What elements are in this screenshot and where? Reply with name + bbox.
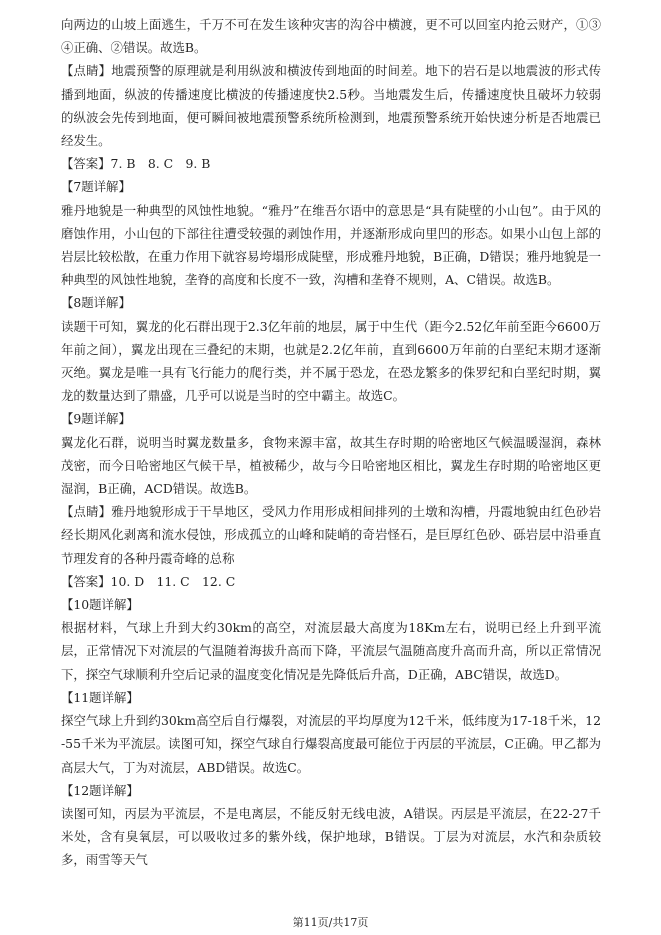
paragraph-6: 【8题详解】 bbox=[61, 295, 131, 311]
paragraph-4: 【7题详解】 bbox=[61, 179, 131, 195]
paragraph-8: 【9题详解】 bbox=[61, 411, 131, 427]
paragraph-7: 读题干可知，翼龙的化石群出现于2.3亿年前的地层，属于中生代（距今2.52亿年前至距今6600万年前之间），翼龙出现在三叠纪的末期，也就是2.2亿年前，直到6600万年前的白垩纪末期才逐渐灭绝。翼龙是唯一具有飞行能力的爬行类，并不属于恐龙，在恐龙繁多的侏罗纪和白垩纪时期，翼龙的数量达到了鼎盛，几乎可以说是当时的空中霸主。故选C。 bbox=[61, 318, 601, 404]
paragraph-10: 【点睛】雅丹地貌形成于干旱地区，受风力作用形成相间排列的土墩和沟槽，丹霞地貌由红色砂岩经长期风化剥离和流水侵蚀，形成孤立的山峰和陡峭的奇岩怪石，是巨厚红色砂、砾岩层中沿垂直节理发育的各种丹霞奇峰的总称 bbox=[61, 504, 601, 566]
paragraph-12: 【10题详解】 bbox=[61, 597, 139, 613]
paragraph-14: 【11题详解】 bbox=[61, 689, 139, 705]
paragraph-5: 雅丹地貌是一种典型的风蚀性地貌。“雅丹”在维吾尔语中的意思是“具有陡壁的小山包”。由于风的磨蚀作用，小山包的下部往往遭受较强的剥蚀作用，并逐渐形成向里凹的形态。如果小山包上部的岩层比较松散，在重力作用下就容易垮塌形成陡壁，形成雅丹地貌，B正确，D错误；雅丹地貌是一种典型的风蚀性地貌，垄脊的高度和长度不一致，沟槽和垄脊不规则，A、C错误。故选B。 bbox=[61, 202, 601, 288]
paragraph-2: 【点睛】地震预警的原理就是利用纵波和横波传到地面的时间差。地下的岩石是以地震波的形式传播到地面，纵波的传播速度比横波的传播速度快2.5秒。当地震发生后，传播速度快且破坏力较弱的纵波会先传到地面，便可瞬间被地震预警系统所检测到，地震预警系统开始快速分析是否地震已经发生。 bbox=[61, 63, 601, 149]
paragraph-13: 根据材料，气球上升到大约30km的高空，对流层最大高度为18Km左右，说明已经上升到平流层，正常情况下对流层的气温随着海拔升高而下降，平流层气温随高度升高而升高，所以正常情况下，探空气球顺利升空后记录的温度变化情况是先降低后升高，D正确，ABC错误，故选D。 bbox=[61, 620, 601, 682]
paragraph-17: 读图可知，丙层为平流层，不是电离层，不能反射无线电波，A错误。丙层是平流层，在22-27千米处，含有臭氧层，可以吸收过多的紫外线，保护地球，B错误。丁层为对流层，水汽和杂质较多，雨雪等天气 bbox=[61, 805, 601, 868]
document-body bbox=[61, 13, 601, 872]
page-number-footer: 第11页/共17页 bbox=[292, 916, 369, 929]
paragraph-1: 向两边的山坡上面逃生，千万不可在发生该种灾害的沟谷中横渡，更不可以回室内抢云财产，①③④正确、②错误。故选B。 bbox=[61, 17, 601, 56]
paragraph-3: 【答案】7. B 8. C 9. B bbox=[61, 156, 211, 172]
paragraph-11: 【答案】10. D 11. C 12. C bbox=[61, 573, 236, 589]
paragraph-16: 【12题详解】 bbox=[61, 782, 139, 798]
paragraph-9: 翼龙化石群，说明当时翼龙数量多，食物来源丰富，故其生存时期的哈密地区气候温暖湿润，森林茂密，而今日哈密地区气候干旱，植被稀少，故与今日哈密地区相比，翼龙生存时期的哈密地区更湿润，B正确，ACD错误。故选B。 bbox=[61, 434, 601, 497]
paragraph-15: 探空气球上升到约30km高空后自行爆裂，对流层的平均厚度为12千米，低纬度为17-18千米，12-55千米为平流层。读图可知，探空气球自行爆裂高度最可能位于丙层的平流层，C正确。甲乙都为高层大气，丁为对流层，ABD错误。故选C。 bbox=[61, 713, 601, 775]
